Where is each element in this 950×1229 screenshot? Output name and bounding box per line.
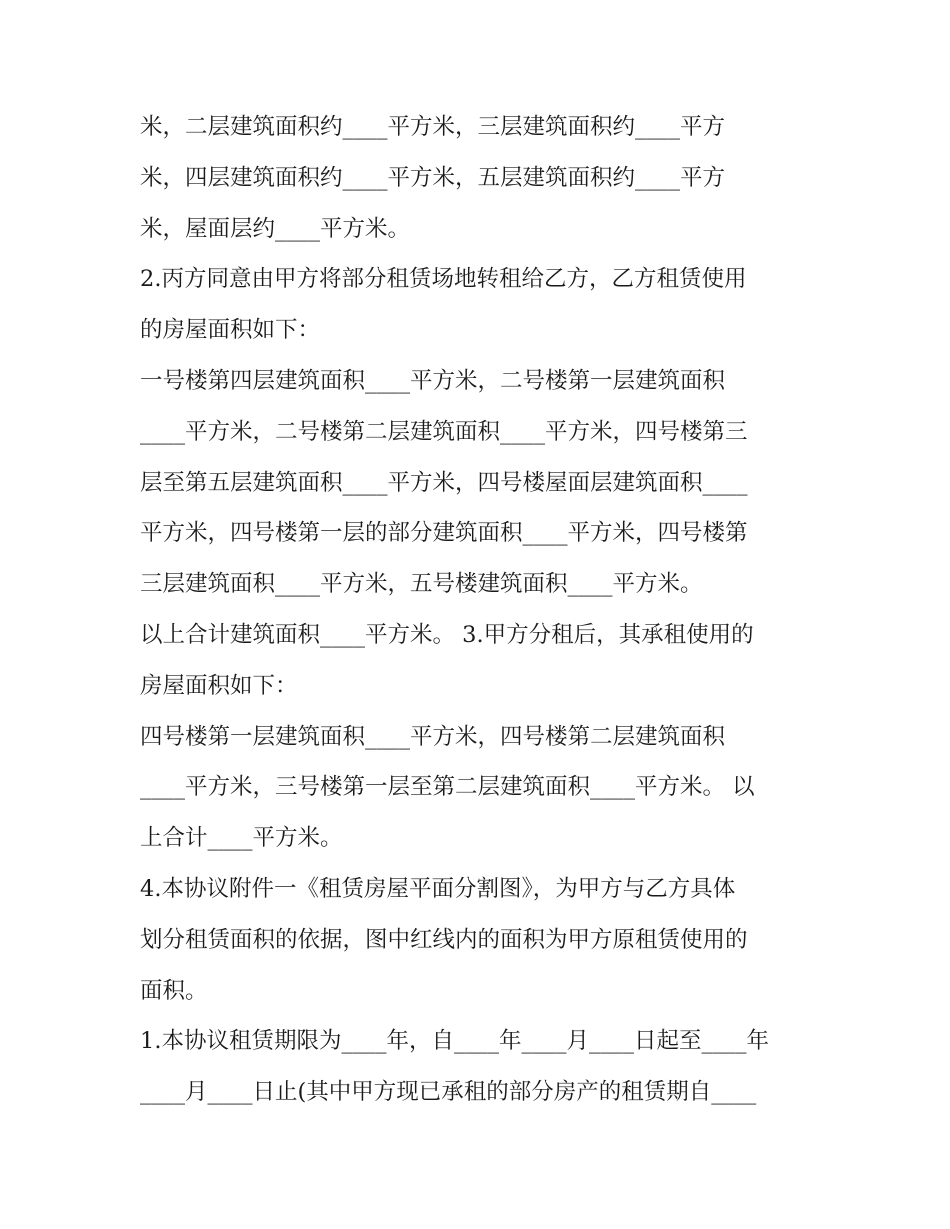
text-line: 米，二层建筑面积约____平方米，三层建筑面积约____平方: [140, 114, 726, 140]
text-line: 层至第五层建筑面积____平方米，四号楼屋面层建筑面积____: [140, 469, 748, 496]
text-line: 三层建筑面积____平方米，五号楼建筑面积____平方米。: [140, 571, 703, 598]
text-line: 米，屋面层约____平方米。: [140, 215, 411, 242]
text-line: ____平方米，三号楼第一层至第二层建筑面积____平方米。 以: [140, 774, 755, 801]
document-body: [140, 102, 820, 1118]
text-line: ____平方米，二号楼第二层建筑面积____平方米，四号楼第三: [140, 418, 748, 445]
text-line: 2.丙方同意由甲方将部分租赁场地转租给乙方，乙方租赁使用: [140, 266, 747, 293]
text-line: 平方米，四号楼第一层的部分建筑面积____平方米，四号楼第: [140, 520, 748, 547]
text-line: 米，四层建筑面积约____平方米，五层建筑面积约____平方: [140, 164, 726, 191]
text-line: 四号楼第一层建筑面积____平方米，四号楼第二层建筑面积: [140, 723, 726, 750]
text-line: 1.本协议租赁期限为____年，自____年____月____日起至____年: [140, 1028, 769, 1055]
text-line: 以上合计建筑面积____平方米。 3.甲方分租后，其承租使用的: [140, 621, 754, 648]
text-line: 一号楼第四层建筑面积____平方米，二号楼第一层建筑面积: [140, 367, 726, 394]
text-line: 面积。: [140, 977, 208, 1004]
text-line: 划分租赁面积的依据，图中红线内的面积为甲方原租赁使用的: [140, 926, 748, 953]
text-line: 4.本协议附件一《租赁房屋平面分割图》，为甲方与乙方具体: [140, 875, 736, 902]
text-line: ____月____日止(其中甲方现已承租的部分房产的租赁期自____: [140, 1079, 757, 1106]
text-line: 房屋面积如下：: [140, 672, 298, 699]
text-line: 上合计____平方米。: [140, 825, 343, 852]
text-line: 的房屋面积如下：: [140, 317, 321, 344]
